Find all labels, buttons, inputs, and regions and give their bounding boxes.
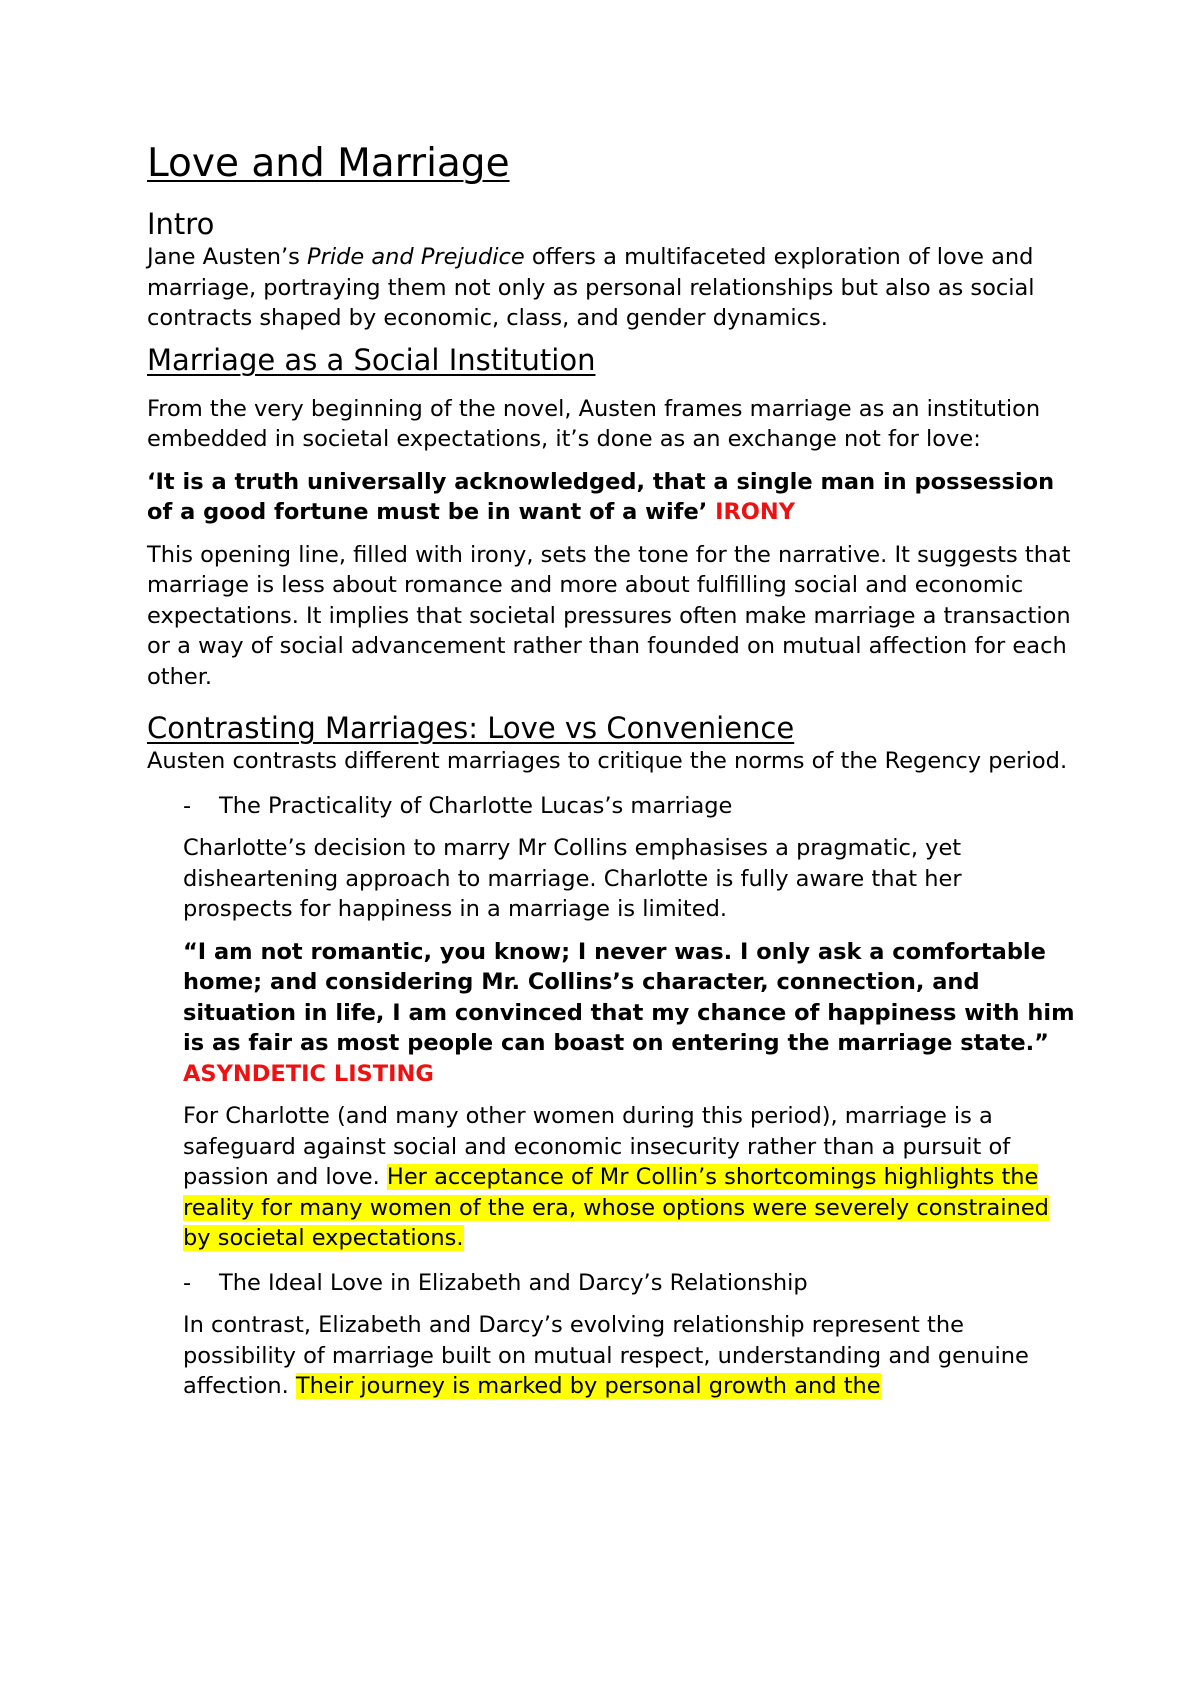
opening-quote-analysis: This opening line, filled with irony, sets the tone for the narrative. It suggests that marriage is less about romance and more about fulfilling social and economic expectations. It implies that societal pressures often make marriage a transaction or a way of social advancement rather than founded on mutual affection for each other.	[147, 541, 1071, 690]
intro-heading: Intro	[147, 207, 215, 241]
section-heading-contrasting-marriages: Contrasting Marriages: Love vs Convenience	[147, 711, 795, 745]
bullet-label-charlotte: The Practicality of Charlotte Lucas’s marriage	[219, 792, 733, 819]
list-item-elizabeth-darcy	[183, 1268, 1077, 1299]
contrasting-marriages-paragraph: Austen contrasts different marriages to critique the norms of the Regency period.	[147, 748, 1068, 774]
intro-paragraph	[147, 242, 1077, 334]
intro-text-end: offers a multifaceted exploration of love and marriage, portraying them not only as personal relationships but also as social contracts shaped by economic, class, and gender dynamics.	[147, 244, 1035, 331]
opening-quote-text: ‘It is a truth universally acknowledged, that a single man in possession of a good fortune must be in want of a wife’	[147, 468, 1055, 525]
charlotte-quote	[183, 937, 1077, 1090]
asyndetic-listing-annotation: ASYNDETIC LISTING	[183, 1060, 434, 1087]
list-item-charlotte	[183, 791, 1077, 822]
document-page	[147, 140, 1077, 1402]
irony-annotation: IRONY	[715, 499, 796, 525]
elizabeth-darcy-text: In contrast, Elizabeth and Darcy’s evolving relationship represent the possibility of marriage built on mutual respect, understanding and genuine affection.	[183, 1312, 1029, 1399]
bullet-dash: -	[183, 1269, 192, 1296]
intro-text-start: Jane Austen’s	[147, 244, 308, 270]
elizabeth-darcy-paragraph	[183, 1310, 1077, 1402]
book-title: Pride and Prejudice	[307, 244, 525, 270]
highlighted-text: Her acceptance of Mr Collin’s shortcomings highlights the reality for many women of the era, whose options were severely constrained by societal expectations.	[183, 1164, 1049, 1251]
charlotte-analysis-text: For Charlotte (and many other women during this period), marriage is a safeguard against social and economic insecurity rather than a pursuit of passion and love.	[183, 1103, 1011, 1190]
page-title: Love and Marriage	[147, 141, 510, 186]
charlotte-paragraph: Charlotte’s decision to marry Mr Collins emphasises a pragmatic, yet disheartening approach to marriage. Charlotte is fully aware that her prospects for happiness in a marriage is limited.	[183, 835, 962, 922]
opening-quote	[147, 467, 1077, 528]
section-heading-social-institution: Marriage as a Social Institution	[147, 342, 596, 377]
charlotte-analysis	[183, 1101, 1077, 1254]
charlotte-quote-text: “I am not romantic, you know; I never was. I only ask a comfortable home; and considering Mr. Collins’s character, connection, and situation in life, I am convinced that my chance of happiness with him is as fair as most people can boast on entering the marriage state.”	[183, 938, 1075, 1056]
highlighted-text: Their journey is marked by personal growth and the	[295, 1373, 881, 1399]
bullet-label-elizabeth-darcy: The Ideal Love in Elizabeth and Darcy’s Relationship	[219, 1269, 808, 1296]
bullet-dash: -	[183, 792, 192, 819]
social-institution-paragraph: From the very beginning of the novel, Austen frames marriage as an institution embedded in societal expectations, it’s done as an exchange not for love:	[147, 395, 1041, 452]
